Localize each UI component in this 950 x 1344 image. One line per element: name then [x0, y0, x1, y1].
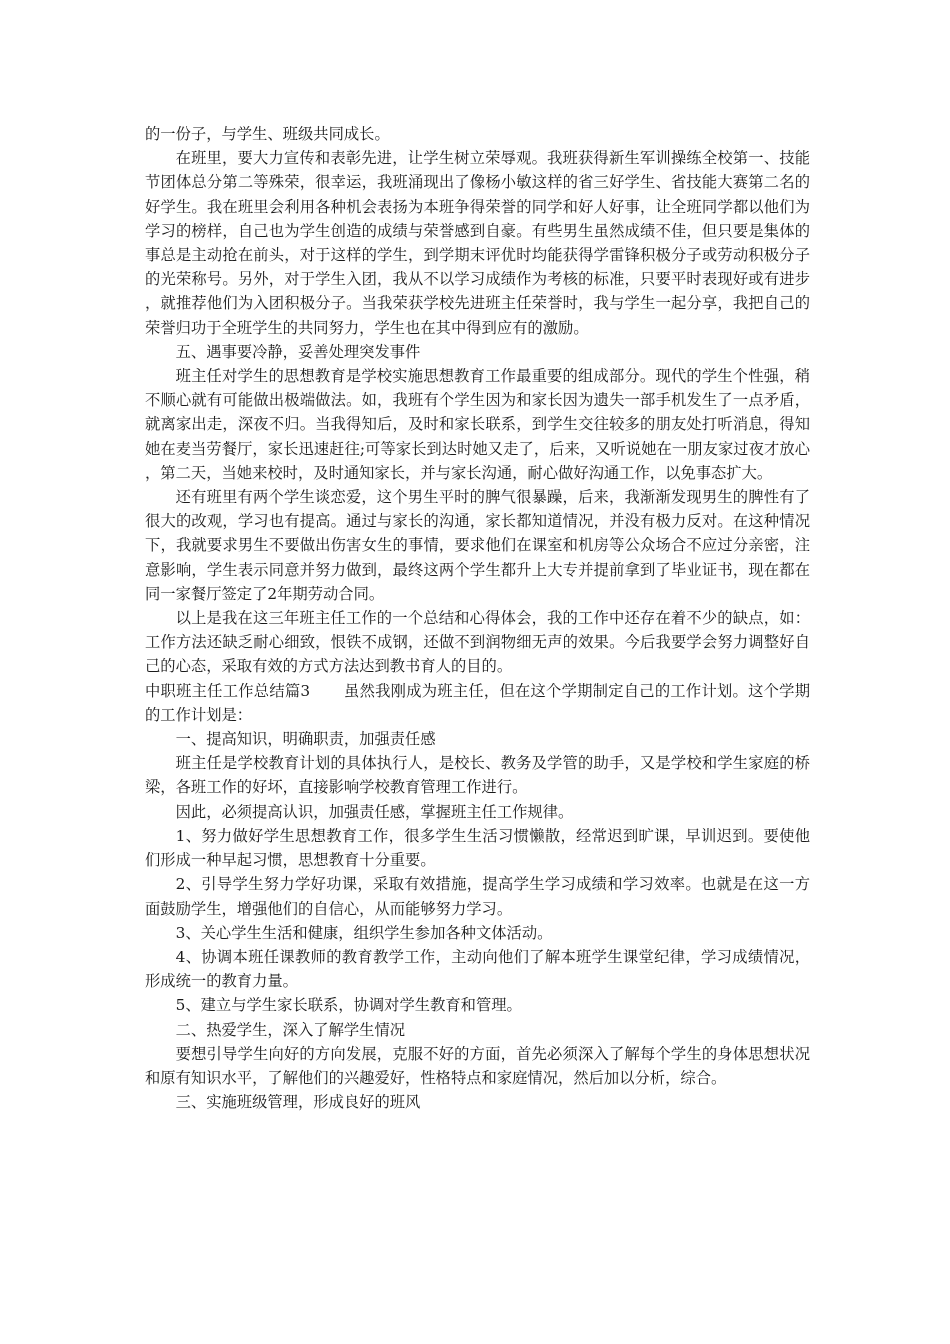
- list-item: 5、建立与学生家长联系，协调对学生教育和管理。: [175, 996, 522, 1015]
- document-body: [145, 122, 810, 1114]
- article-intro: 虽然我刚成为班主任，但在这个学期制定自己的工作计划。这个学期的工作计划是：: [145, 681, 810, 724]
- list-item: 2、引导学生努力学好功课，采取有效措施，提高学生学习成绩和学习效率。也就是在这一方面鼓励学生，增强他们的自信心，从而能够努力学习。: [145, 875, 810, 918]
- paragraph: 的一份子，与学生、班级共同成长。: [145, 125, 390, 143]
- paragraph: 要想引导学生向好的方向发展，克服不好的方面，首先必须深入了解每个学生的身体思想状况和原有知识水平，了解他们的兴趣爱好，性格特点和家庭情况，然后加以分析，综合。: [145, 1044, 810, 1087]
- list-item: 1、努力做好学生思想教育工作，很多学生生活习惯懒散，经常迟到旷课，早训迟到。要使他们形成一种早起习惯，思想教育十分重要。: [145, 826, 810, 870]
- list-item: 4、协调本班任课教师的教育教学工作，主动向他们了解本班学生课堂纪律，学习成绩情况，形成统一的教育力量。: [145, 947, 810, 991]
- paragraph: 班主任对学生的思想教育是学校实施思想教育工作最重要的组成部分。现代的学生个性强，稍不顺心就有可能做出极端做法。如，我班有个学生因为和家长因为遗失一部手机发生了一点矛盾，就离家出走，深夜不归。当我得知后，及时和家长联系，到学生交往较多的朋友处打听消息，得知她在麦当劳餐厅，家长迅速赶往;可等家长到达时她又走了，后来，又听说她在一朋友家过夜才放心，第二天，当她来校时，及时通知家长，并与家长沟通，耐心做好沟通工作，以免事态扩大。: [145, 367, 810, 482]
- paragraph: 在班里，要大力宣传和表彰先进，让学生树立荣辱观。我班获得新生军训操练全校第一、技能节团体总分第二等殊荣，很幸运，我班涌现出了像杨小敏这样的省三好学生、省技能大赛第二名的好学生。我在班里会利用各种机会表扬为本班争得荣誉的同学和好人好事，让全班同学都以他们为学习的榜样，自己也为学生创造的成绩与荣誉感到自豪。有些男生虽然成绩不佳，但只要是集体的事总是主动抢在前头，对于这样的学生，到学期末评优时均能获得学雷锋积极分子或劳动积极分子的光荣称号。另外，对于学生入团，我从不以学习成绩作为考核的标准，只要平时表现好或有进步，就推荐他们为入团积极分子。当我荣获学校先进班主任荣誉时，我与学生一起分享，我把自己的荣誉归功于全班学生的共同努力，学生也在其中得到应有的激励。: [145, 149, 810, 337]
- article-title: 中职班主任工作总结篇3: [145, 681, 311, 700]
- list-item: 3、关心学生生活和健康，组织学生参加各种文体活动。: [175, 923, 553, 942]
- paragraph: 因此，必须提高认识，加强责任感，掌握班主任工作规律。: [175, 802, 574, 821]
- paragraph: 还有班里有两个学生谈恋爱，这个男生平时的脾气很暴躁，后来，我渐渐发现男生的脾性有了很大的改观，学习也有提高。通过与家长的沟通，家长都知道情况，并没有极力反对。在这种情况下，我就要求男生不要做出伤害女生的事情，要求他们在课室和机房等公众场合不应过分亲密，注意影响，学生表示同意并努力做到，最终这两个学生都升上大专并提前拿到了毕业证书，现在都在同一家餐厅签定了2年期劳动合同。: [145, 488, 810, 603]
- paragraph: 以上是我在这三年班主任工作的一个总结和心得体会，我的工作中还存在着不少的缺点，如：工作方法还缺乏耐心细致，恨铁不成钢，还做不到润物细无声的效果。今后我要学会努力调整好自己的心态，采取有效的方式方法达到教书育人的目的。: [145, 609, 810, 676]
- paragraph: 班主任是学校教育计划的具体执行人，是校长、教务及学管的助手，又是学校和学生家庭的桥梁，各班工作的好坏，直接影响学校教育管理工作进行。: [145, 754, 810, 797]
- section-heading: 五、遇事要冷静，妥善处理突发事件: [175, 342, 421, 361]
- section-heading: 二、热爱学生，深入了解学生情况: [175, 1020, 406, 1039]
- article-title-paragraph: [145, 679, 810, 727]
- section-heading: 三、实施班级管理，形成良好的班风: [175, 1093, 421, 1112]
- section-heading: 一、提高知识，明确职责，加强责任感: [175, 730, 436, 749]
